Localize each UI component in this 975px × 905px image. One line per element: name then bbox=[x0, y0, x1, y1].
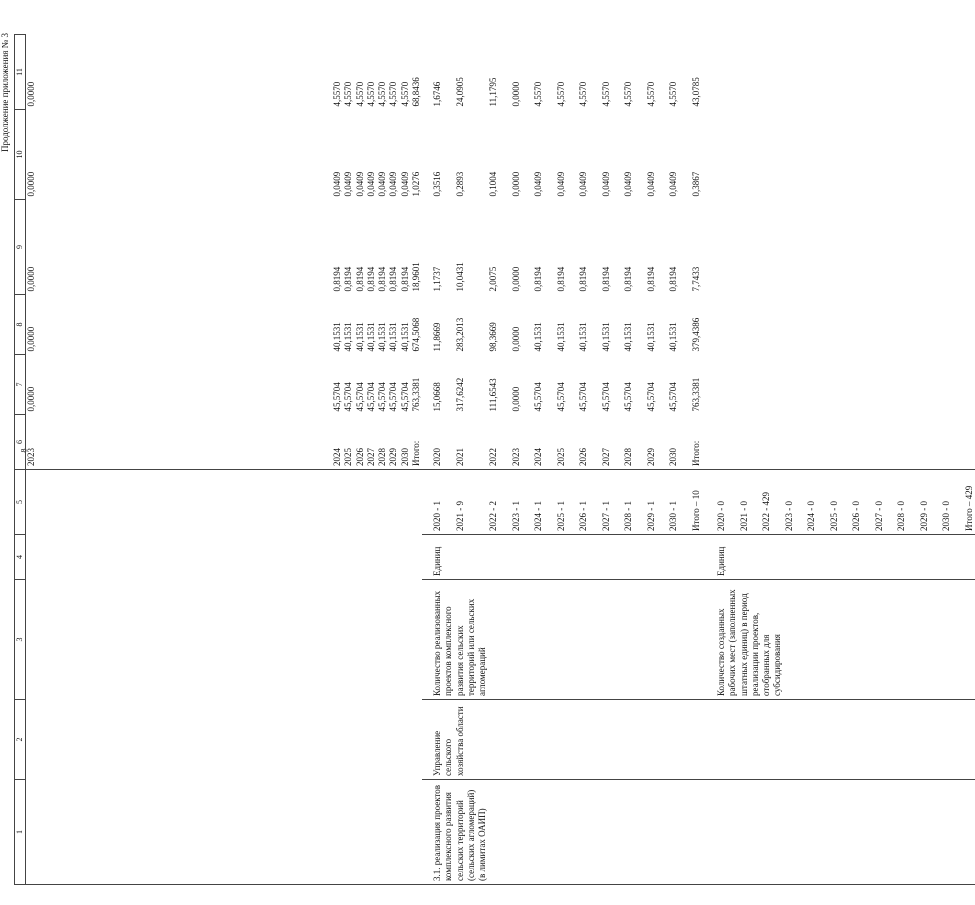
value-cell: 0,8194 bbox=[343, 266, 354, 292]
value-cell: 45,5704 bbox=[388, 382, 399, 412]
value-cell: 0,8194 bbox=[354, 266, 365, 292]
value-cell: 0,8194 bbox=[332, 266, 342, 292]
year-cell: 2029 bbox=[388, 415, 399, 470]
value-column: 1,1737 10,0431 2,0075 0,0000 0,8194 0,8194 0,8194 0,8194 0,8194 0,8194 0,8194 7,7433 bbox=[432, 262, 701, 292]
year-column: 2020 2021 2022 2023 2024 2025 2026 2027 2028 2029 2030 Итого: bbox=[422, 415, 975, 470]
column-number-row bbox=[15, 35, 26, 885]
value-cell: 0,0409 bbox=[354, 171, 365, 197]
column-number: 1 bbox=[15, 780, 26, 885]
indicator-name: Количество реализованных проектов комплексного развития сельских территорий или сельских агломераций bbox=[422, 580, 702, 700]
column-number: 11 bbox=[15, 35, 26, 110]
year-cell: 2026 bbox=[355, 415, 366, 470]
executor-name: Управление сельского хозяйства области bbox=[422, 700, 975, 780]
value-cell: 4,5570 bbox=[399, 81, 410, 107]
value-cell: 0,8194 bbox=[399, 266, 410, 292]
value-cell: 68,8436 bbox=[410, 77, 421, 107]
column-number: 8 bbox=[15, 295, 26, 355]
indicator-unit: Единиц bbox=[702, 535, 975, 580]
value-cell: 40,1531 bbox=[332, 322, 342, 352]
value-cell: 40,1531 bbox=[399, 322, 410, 352]
value-cell: 0,0409 bbox=[343, 171, 354, 197]
value-cell: 45,5704 bbox=[343, 382, 354, 412]
table-row bbox=[377, 35, 388, 885]
year-cell: 2024 bbox=[332, 415, 343, 470]
indicator-values: 2020 - 1 2021 - 9 2022 - 2 2023 - 1 2024 - 1 2025 - 1 2026 - 1 2027 - 1 2028 - 1 2029 - 1 2030 - 1 Итого – 10 bbox=[422, 470, 702, 535]
value-cell: 45,5704 bbox=[365, 382, 376, 412]
value-cell: 40,1531 bbox=[388, 322, 399, 352]
table-row bbox=[388, 35, 399, 885]
value-cell: 45,5704 bbox=[399, 382, 410, 412]
value-cell: 0,0409 bbox=[399, 171, 410, 197]
value-cell: 40,1531 bbox=[343, 322, 354, 352]
rotated-page bbox=[0, 25, 974, 905]
value-cell: 18,9601 bbox=[410, 262, 421, 292]
value-cell: 674,5068 bbox=[410, 317, 421, 352]
value-cell: 4,5570 bbox=[332, 81, 342, 107]
value-column: 15,0668 317,6242 111,6543 0,0000 45,5704 45,5704 45,5704 45,5704 45,5704 45,5704 45,5704 763,3381 bbox=[432, 377, 701, 412]
value-column: 0,3516 0,2893 0,1004 0,0000 0,0409 0,0409 0,0409 0,0409 0,0409 0,0409 0,0409 0,3867 bbox=[432, 171, 701, 197]
year-cell: 2027 bbox=[366, 415, 377, 470]
program-table bbox=[14, 34, 975, 885]
indicator-values: 2020 - 0 2021 - 0 2022 - 429 2023 - 0 2024 - 0 2025 - 0 2026 - 0 2027 - 0 2028 - 0 2029 - 0 2030 - 0 Итого – 429 bbox=[702, 470, 975, 535]
value-cell: 0,8194 bbox=[377, 266, 387, 292]
value-cell: 0,0000 bbox=[26, 326, 36, 352]
table-row bbox=[26, 35, 333, 885]
column-number: 3 bbox=[15, 580, 26, 700]
value-cell: 4,5570 bbox=[388, 81, 399, 107]
value-cell: 4,5570 bbox=[354, 81, 365, 107]
value-cell: 0,0409 bbox=[365, 171, 376, 197]
column-number: 9 bbox=[15, 200, 26, 295]
column-number: 10 bbox=[15, 110, 26, 200]
appendix-note: Продолжение приложения № 3 bbox=[0, 33, 10, 153]
indicator-name: Количество созданных рабочих мест (заполненных штатных единиц) в период реализации проектов, отобранных для субсидирования bbox=[702, 580, 975, 700]
year-cell: 2030 bbox=[400, 415, 411, 470]
table-row bbox=[400, 35, 411, 885]
value-cell: 0,0000 bbox=[26, 386, 36, 412]
value-cell: 0,8194 bbox=[365, 266, 376, 292]
table-row bbox=[332, 35, 343, 885]
value-cell: 4,5570 bbox=[343, 81, 354, 107]
column-number: 2 bbox=[15, 700, 26, 780]
table-row bbox=[355, 35, 366, 885]
column-number: 4 bbox=[15, 535, 26, 580]
value-cell: 0,0409 bbox=[377, 171, 387, 197]
value-cell: 45,5704 bbox=[377, 382, 387, 412]
table-row bbox=[366, 35, 377, 885]
year-cell: 2028 bbox=[377, 415, 388, 470]
value-cell: 40,1531 bbox=[377, 322, 387, 352]
value-cell: 0,0000 bbox=[26, 171, 36, 197]
year-cell: 2025 bbox=[343, 415, 354, 470]
column-number: 6 bbox=[15, 415, 26, 470]
table-row bbox=[422, 35, 702, 885]
year-cell: Итого: bbox=[411, 415, 422, 470]
value-cell: 0,0409 bbox=[388, 171, 399, 197]
value-column: 1,6746 24,0905 11,1795 0,0000 4,5570 4,5570 4,5570 4,5570 4,5570 4,5570 4,5570 43,0785 bbox=[432, 77, 701, 107]
value-cell: 0,0409 bbox=[332, 171, 342, 197]
table-row bbox=[411, 35, 422, 885]
value-column: 11,8669 283,2013 98,3669 0,0000 40,1531 40,1531 40,1531 40,1531 40,1531 40,1531 40,1531 379,4386 bbox=[432, 317, 701, 352]
value-cell: 0,0000 bbox=[26, 266, 36, 292]
value-cell: 763,3381 bbox=[410, 377, 421, 412]
value-cell: 45,5704 bbox=[332, 382, 342, 412]
value-cell: 4,5570 bbox=[377, 81, 387, 107]
value-cell: 40,1531 bbox=[354, 322, 365, 352]
value-cell: 40,1531 bbox=[365, 322, 376, 352]
page-number: 8 bbox=[19, 448, 29, 453]
value-cell: 4,5570 bbox=[365, 81, 376, 107]
value-cell: 0,0000 bbox=[26, 81, 36, 107]
value-cell: 45,5704 bbox=[354, 382, 365, 412]
year-cell: 2023 bbox=[26, 415, 333, 470]
indicator-unit: Единиц bbox=[422, 535, 702, 580]
value-cell: 0,8194 bbox=[388, 266, 399, 292]
event-name: 3.1. реализация проектов комплексного развития сельских территорий (сельских агломераций) (в лимитах ОАИП) bbox=[422, 780, 975, 885]
column-number: 7 bbox=[15, 355, 26, 415]
table-row bbox=[343, 35, 354, 885]
value-cell: 1,0276 bbox=[410, 171, 421, 197]
column-number: 5 bbox=[15, 470, 26, 535]
